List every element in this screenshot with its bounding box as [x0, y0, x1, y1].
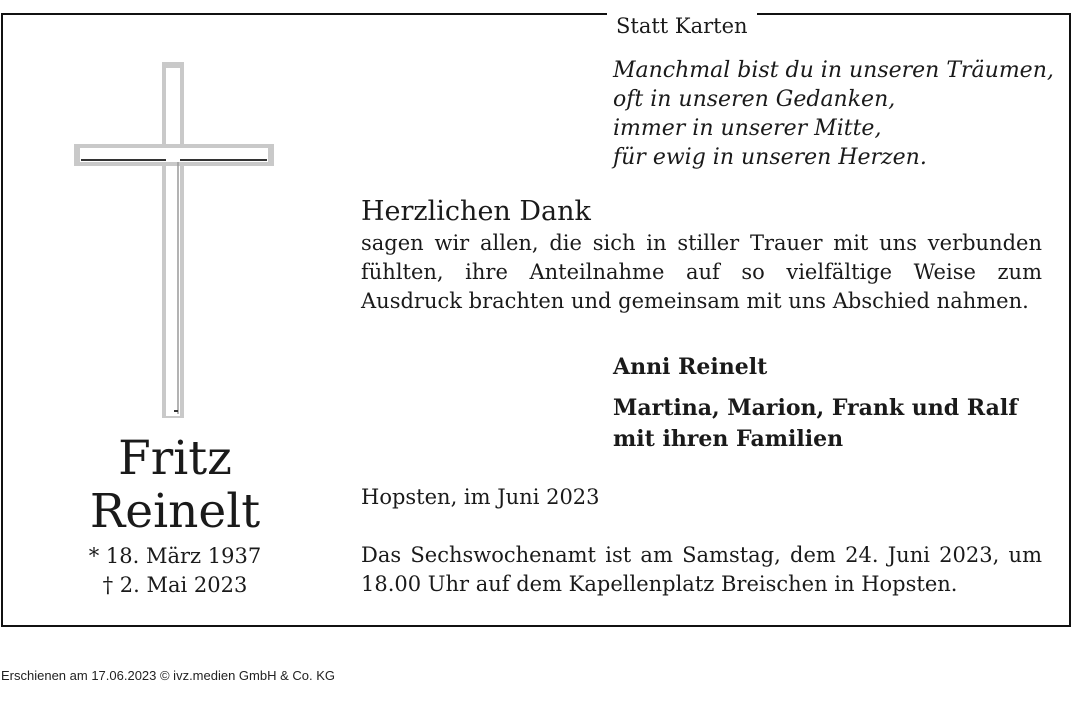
obituary-frame: [1, 13, 1071, 627]
death-date: † 2. Mai 2023: [102, 573, 248, 597]
service-notice: Das Sechswochenamt ist am Samstag, dem 24. Juni 2023, um 18.00 Uhr auf dem Kapellenplatz Breischen in Hopsten.: [361, 543, 1042, 596]
poem-line: für ewig in unseren Herzen.: [613, 145, 927, 170]
cross-icon: [72, 60, 275, 420]
poem-line: immer in unserer Mitte,: [613, 116, 882, 141]
birth-date: * 18. März 1937: [88, 544, 262, 568]
signer-primary: Anni Reinelt: [613, 354, 768, 380]
poem: [613, 56, 1053, 172]
thanks-title: Herzlichen Dank: [361, 196, 591, 227]
poem-line: Manchmal bist du in unseren Träumen,: [613, 58, 1054, 83]
place-date: Hopsten, im Juni 2023: [361, 485, 600, 509]
publication-footer: Erschienen am 17.06.2023 © ivz.medien GmbH & Co. KG: [1, 668, 336, 683]
poem-line: oft in unseren Gedanken,: [613, 87, 896, 112]
deceased-last-name: Reinelt: [89, 484, 261, 539]
signer-family: Martina, Marion, Frank und Ralf mit ihren Familien: [613, 395, 1018, 452]
deceased-first-name: Fritz: [118, 431, 232, 486]
thanks-text: sagen wir allen, die sich in stiller Trauer mit uns verbunden fühlten, ihre Anteilnahme auf so vielfältige Weise zum Ausdruck brachten und gemeinsam mit uns Abschied nahmen.: [361, 231, 1042, 313]
header-label: Statt Karten: [607, 13, 757, 39]
